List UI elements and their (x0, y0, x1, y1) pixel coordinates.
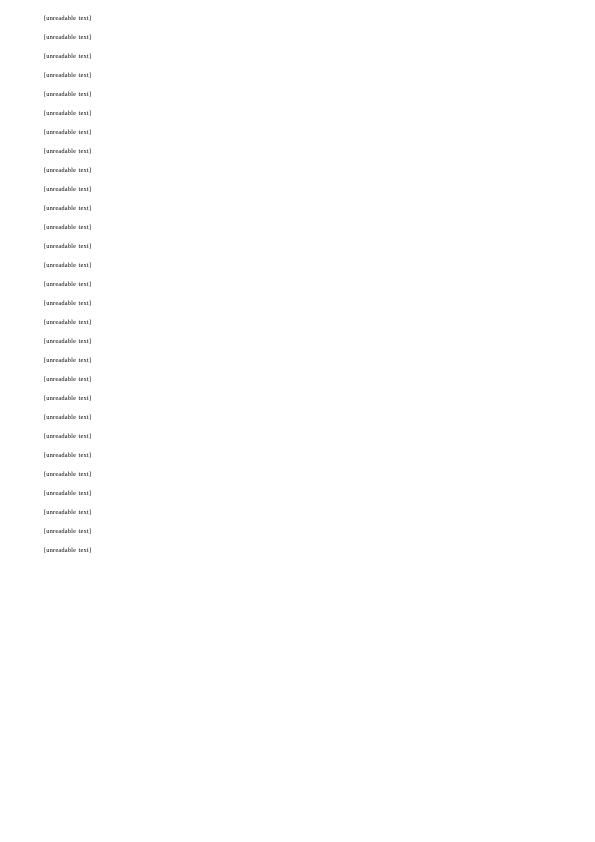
paragraph-4-4-1-6: [unreadable text] (44, 91, 92, 98)
section-heading-4-5: [unreadable text] (44, 433, 92, 440)
paragraph-4-4-2-10: [unreadable text] (44, 414, 92, 421)
paragraph-4-4-2-7: [unreadable text] (44, 300, 92, 307)
section-heading-4-4-2: [unreadable text] (44, 167, 92, 174)
paragraph-4-4-1-9: [unreadable text] (44, 148, 92, 155)
paragraph-4-5-4: [unreadable text] (44, 509, 92, 516)
paragraph-4-4-2-8: [unreadable text] (44, 319, 92, 326)
paragraph-4-4-1-4: [unreadable text] (44, 53, 92, 60)
paragraph-4-4-2-2: [unreadable text] (44, 205, 92, 212)
list-item-operating-conditions: [unreadable text] (44, 395, 92, 402)
paragraph-4-4-2-1: [unreadable text] (44, 186, 92, 193)
paragraph-4-4-1-5: [unreadable text] (44, 72, 92, 79)
paragraph-4-4-1-2: [unreadable text] (44, 15, 92, 22)
paragraph-4-4-1-8: [unreadable text] (44, 129, 92, 136)
paragraph-4-4-1-3: [unreadable text] (44, 34, 92, 41)
paragraph-4-4-2-9: [unreadable text] (44, 338, 92, 345)
paragraph-4-4-1-7: [unreadable text] (44, 110, 92, 117)
paragraph-4-4-2-5: [unreadable text] (44, 262, 92, 269)
list-item-interactions: [unreadable text] (44, 357, 92, 364)
paragraph-extra-1: [unreadable text] (44, 528, 92, 535)
paragraph-4-5-1: [unreadable text] (44, 452, 92, 459)
paragraph-4-5-3: [unreadable text] (44, 490, 92, 497)
paragraph-4-5-2: [unreadable text] (44, 471, 92, 478)
paragraph-extra-2: [unreadable text] (44, 547, 92, 554)
paragraph-4-4-2-4: [unreadable text] (44, 243, 92, 250)
paragraph-4-4-2-3: [unreadable text] (44, 224, 92, 231)
paragraph-4-4-2-6: [unreadable text] (44, 281, 92, 288)
list-item-material-changes: [unreadable text] (44, 376, 92, 383)
